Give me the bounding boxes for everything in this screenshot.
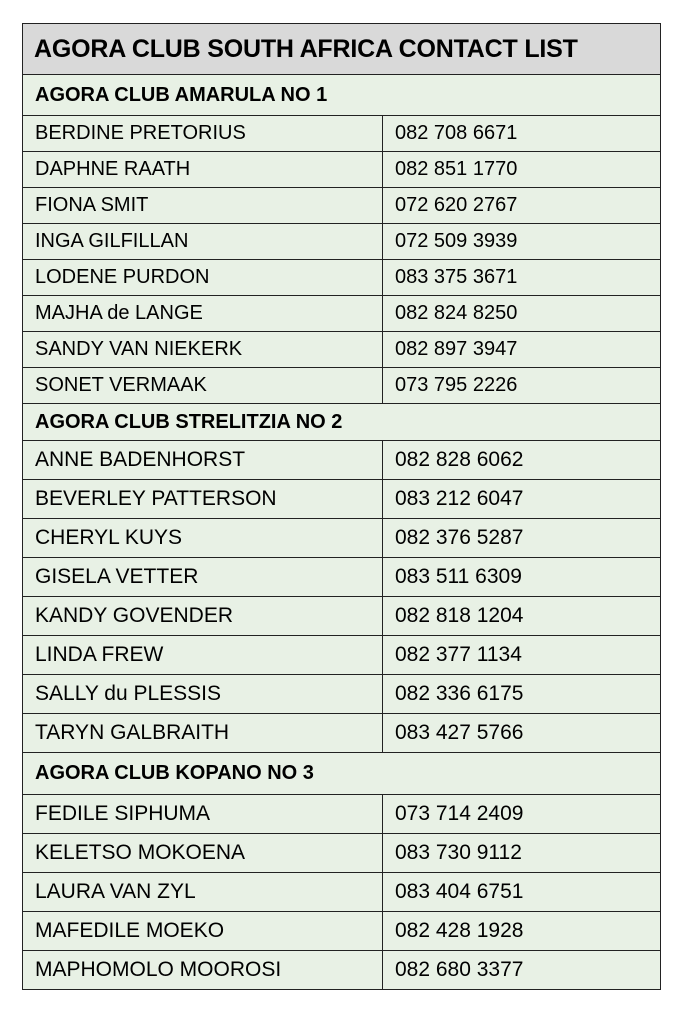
member-name: SANDY VAN NIEKERK [23,332,383,368]
table-row [23,795,661,834]
table-row [23,951,661,990]
contact-list-document [22,23,660,990]
member-name: GISELA VETTER [23,558,383,597]
member-phone: 083 730 9112 [383,834,661,873]
table-row [23,558,661,597]
document-title: AGORA CLUB SOUTH AFRICA CONTACT LIST [23,24,661,75]
member-name: MAPHOMOLO MOOROSI [23,951,383,990]
member-phone: 082 336 6175 [383,675,661,714]
member-phone: 082 824 8250 [383,296,661,332]
member-phone: 082 708 6671 [383,116,661,152]
member-name: CHERYL KUYS [23,519,383,558]
member-phone: 073 795 2226 [383,368,661,404]
member-phone: 072 620 2767 [383,188,661,224]
member-name: DAPHNE RAATH [23,152,383,188]
member-name: MAFEDILE MOEKO [23,912,383,951]
member-phone: 083 375 3671 [383,260,661,296]
member-phone: 083 404 6751 [383,873,661,912]
table-row [23,675,661,714]
table-row [23,296,661,332]
club-header-row [23,404,661,441]
member-name: MAJHA de LANGE [23,296,383,332]
contact-table [22,23,661,990]
table-row [23,834,661,873]
club-header-row [23,753,661,795]
member-phone: 082 680 3377 [383,951,661,990]
table-row [23,441,661,480]
table-row [23,636,661,675]
club-header-row [23,75,661,116]
title-row [23,24,661,75]
table-row [23,188,661,224]
member-phone: 082 818 1204 [383,597,661,636]
club-name: AGORA CLUB AMARULA NO 1 [23,75,661,116]
table-row [23,873,661,912]
member-phone: 082 377 1134 [383,636,661,675]
member-phone: 082 428 1928 [383,912,661,951]
club-name: AGORA CLUB KOPANO NO 3 [23,753,661,795]
member-name: ANNE BADENHORST [23,441,383,480]
member-name: KANDY GOVENDER [23,597,383,636]
table-row [23,519,661,558]
table-row [23,116,661,152]
table-row [23,480,661,519]
club-name: AGORA CLUB STRELITZIA NO 2 [23,404,661,441]
member-name: SONET VERMAAK [23,368,383,404]
member-phone: 073 714 2409 [383,795,661,834]
member-phone: 082 897 3947 [383,332,661,368]
member-phone: 083 511 6309 [383,558,661,597]
member-name: LINDA FREW [23,636,383,675]
table-row [23,597,661,636]
member-name: FEDILE SIPHUMA [23,795,383,834]
member-name: BERDINE PRETORIUS [23,116,383,152]
table-row [23,152,661,188]
member-name: BEVERLEY PATTERSON [23,480,383,519]
member-phone: 082 851 1770 [383,152,661,188]
table-row [23,912,661,951]
member-name: TARYN GALBRAITH [23,714,383,753]
table-row [23,332,661,368]
table-row [23,368,661,404]
member-name: LAURA VAN ZYL [23,873,383,912]
member-name: INGA GILFILLAN [23,224,383,260]
member-phone: 072 509 3939 [383,224,661,260]
table-row [23,260,661,296]
member-phone: 083 212 6047 [383,480,661,519]
member-name: LODENE PURDON [23,260,383,296]
member-name: SALLY du PLESSIS [23,675,383,714]
member-phone: 082 376 5287 [383,519,661,558]
member-phone: 083 427 5766 [383,714,661,753]
member-name: FIONA SMIT [23,188,383,224]
table-row [23,714,661,753]
table-row [23,224,661,260]
member-name: KELETSO MOKOENA [23,834,383,873]
member-phone: 082 828 6062 [383,441,661,480]
